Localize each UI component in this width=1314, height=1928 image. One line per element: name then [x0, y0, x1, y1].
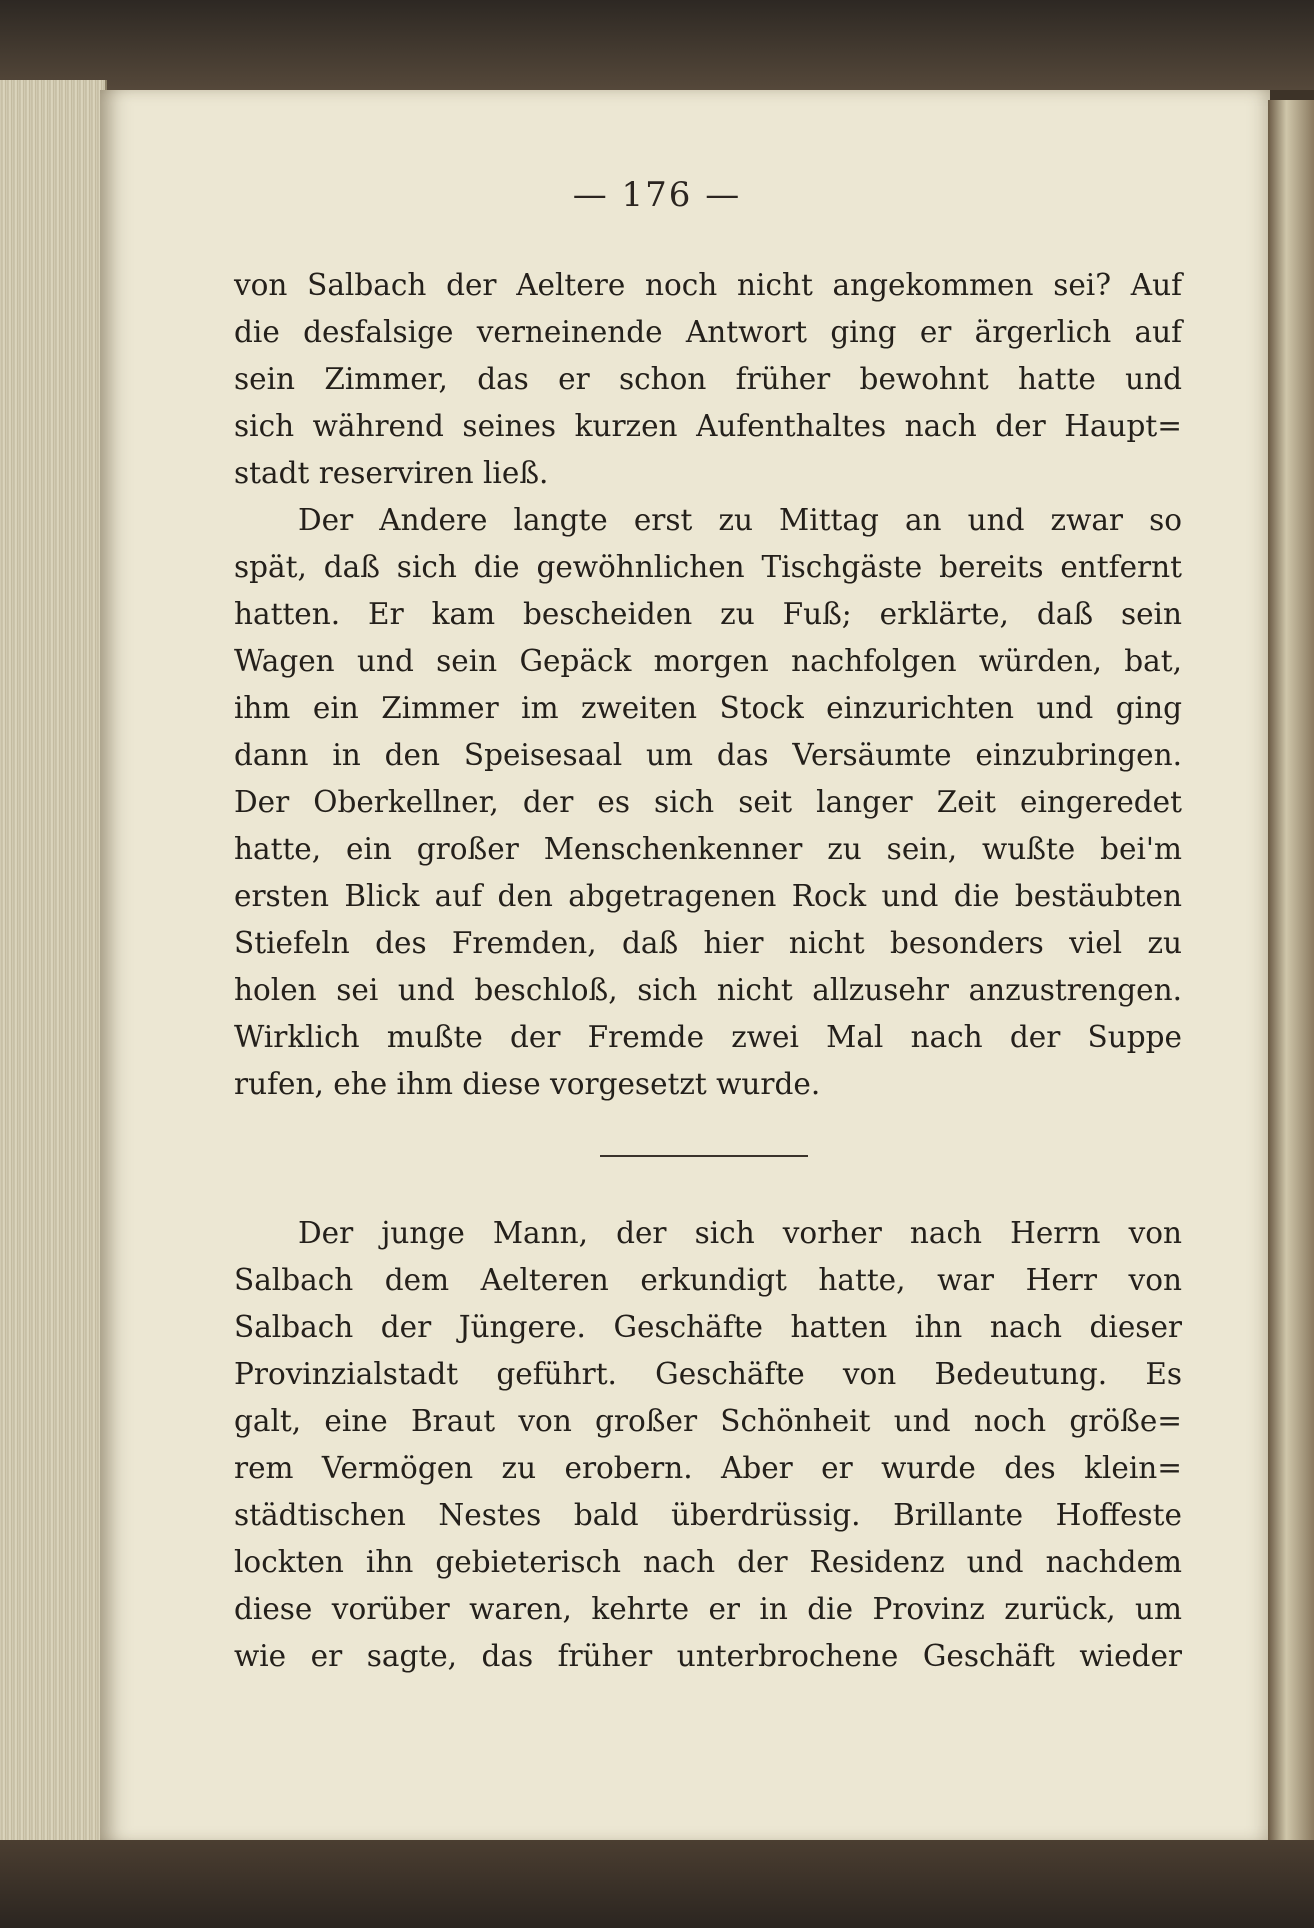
book-cover-top — [0, 0, 1314, 90]
paragraph — [234, 1210, 1182, 1680]
text-line: hatte, ein großer Menschenkenner zu sein, wußte bei'm — [234, 832, 1182, 866]
page-gutter-right — [1268, 100, 1314, 1840]
text-line: sein Zimmer, das er schon früher bewohnt hatte und — [234, 362, 1182, 396]
text-line: rufen, ehe ihm diese vorgesetzt wurde. — [234, 1067, 821, 1101]
text-line: Stiefeln des Fremden, daß hier nicht besonders viel zu — [234, 926, 1182, 960]
lower-text — [234, 1210, 1182, 1680]
text-line: Der Andere langte erst zu Mittag an und zwar so — [298, 503, 1182, 537]
text-line: lockten ihn gebieterisch nach der Residenz und nachdem — [234, 1545, 1182, 1579]
book-cover-bottom — [0, 1840, 1314, 1928]
paragraph — [234, 497, 1182, 1108]
text-line: die desfalsige verneinende Antwort ging er ärgerlich auf — [234, 315, 1182, 349]
text-line: Provinzialstadt geführt. Geschäfte von Bedeutung. Es — [234, 1357, 1182, 1391]
upper-text — [234, 262, 1182, 1108]
text-line: ersten Blick auf den abgetragenen Rock und die bestäubten — [234, 879, 1182, 913]
text-line: holen sei und beschloß, sich nicht allzusehr anzustrengen. — [234, 973, 1182, 1007]
text-line: diese vorüber waren, kehrte er in die Provinz zurück, um — [234, 1592, 1182, 1626]
text-line: Wirklich mußte der Fremde zwei Mal nach der Suppe — [234, 1020, 1182, 1054]
text-line: wie er sagte, das früher unterbrochene Geschäft wieder — [234, 1639, 1182, 1673]
text-line: Salbach der Jüngere. Geschäfte hatten ihn nach dieser — [234, 1310, 1182, 1344]
text-line: Der Oberkellner, der es sich seit langer Zeit eingeredet — [234, 785, 1182, 819]
page-number: — 176 — — [572, 175, 742, 215]
text-line: stadt reserviren ließ. — [234, 456, 549, 490]
text-line: von Salbach der Aeltere noch nicht angekommen sei? Auf — [234, 268, 1182, 302]
text-line: galt, eine Braut von großer Schönheit und noch größe= — [234, 1404, 1182, 1438]
text-line: dann in den Speisesaal um das Versäumte einzubringen. — [234, 738, 1182, 772]
paragraph — [234, 262, 1182, 497]
page-edges — [0, 80, 107, 1845]
section-separator — [600, 1155, 808, 1157]
text-line: Salbach dem Aelteren erkundigt hatte, war Herr von — [234, 1263, 1182, 1297]
text-line: städtischen Nestes bald überdrüssig. Brillante Hoffeste — [234, 1498, 1182, 1532]
text-line: hatten. Er kam bescheiden zu Fuß; erklärte, daß sein — [234, 597, 1182, 631]
text-line: Der junge Mann, der sich vorher nach Herrn von — [298, 1216, 1182, 1250]
text-line: rem Vermögen zu erobern. Aber er wurde des klein= — [234, 1451, 1182, 1485]
text-line: Wagen und sein Gepäck morgen nachfolgen würden, bat, — [234, 644, 1182, 678]
text-line: spät, daß sich die gewöhnlichen Tischgäste bereits entfernt — [234, 550, 1182, 584]
text-line: ihm ein Zimmer im zweiten Stock einzurichten und ging — [234, 691, 1182, 725]
text-line: sich während seines kurzen Aufenthaltes nach der Haupt= — [234, 409, 1182, 443]
